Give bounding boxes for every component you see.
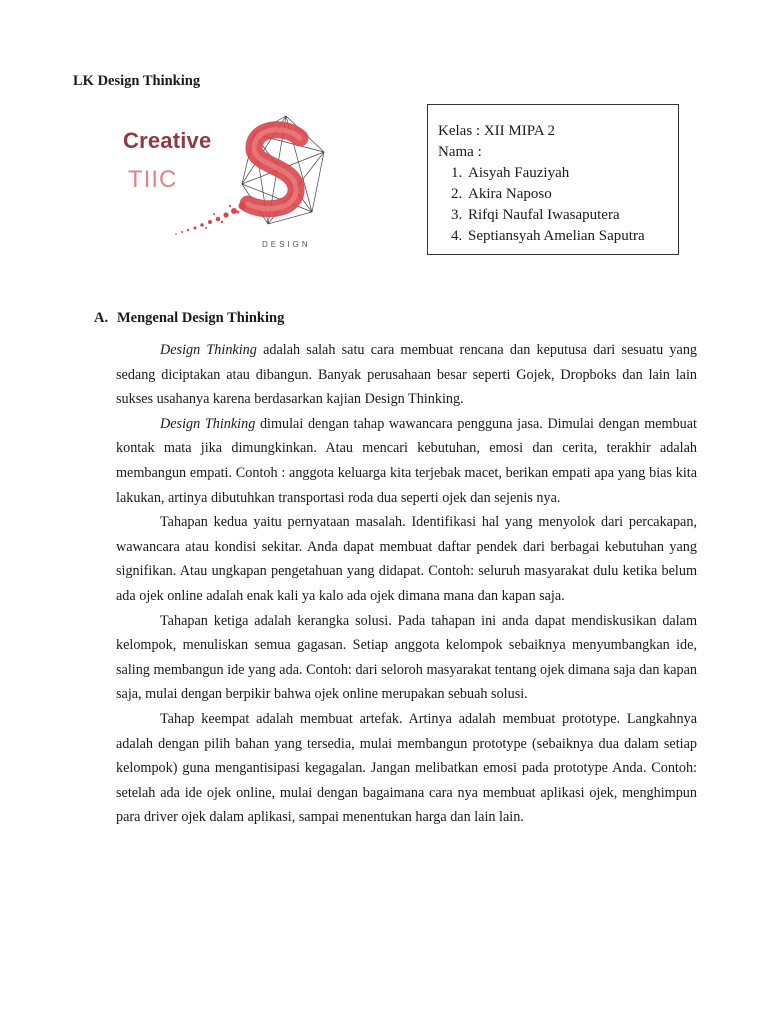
section-label: A.	[94, 310, 109, 326]
paragraph-text: adalah salah satu cara membuat rencana dan keputusa dari sesuatu yang sedang diciptakan atau dibangun. Banyak perusahaan besar seperti Gojek, Dropboks dan lain lain sukses usahanya karena berdasarkan kajian Design Thinking.	[116, 342, 698, 408]
paragraph-text: Tahapan ketiga adalah kerangka solusi. Pada tahapan ini anda dapat mendiskusikan dalam kelompok, menuliskan semua gagasan. Setiap anggota kelompok sebaiknya menyumbangkan ide, saling membangun ide yang ada. Contoh: dari seloroh masyarakat tentang ojek dimana saja dan kapan saja, mulai dengan berpikir bahwa ojek online merupakan sebuah solusi.	[116, 612, 697, 703]
member-item: 2. Akira Naposo	[466, 184, 678, 205]
paragraph-text: Tahap keempat adalah membuat artefak. Artinya adalah membuat prototype. Langkahnya adalah dengan pilih bahan yang tersedia, mulai membangun prototype (sebaiknya dua dalam setiap kelompok) guna mengantisipasi kegagalan. Jangan melibatkan emosi pada prototype Anda. Contoh: setelah ada ide ojek online, mulai dengan bagaimana cara nya membuat aplikasi ojek, menghimpun para driver ojek dalam aplikasi, sampai menentukan harga dan lain lain.	[116, 710, 697, 826]
paragraph-text: dimulai dengan tahap wawancara pengguna jasa. Dimulai dengan membuat kontak mata jika dimungkinkan. Atau mencari kebutuhan, emosi dan cerita, terakhir adalah membangun empati. Contoh : anggota keluarga kita terjebak macet, berikan empati apa yang bias kita lakukan, artinya dibutuhkan transportasi roda dua seperti ojek dan sejenis nya.	[116, 415, 698, 506]
logo-word-creative: Creative	[123, 128, 212, 153]
body-text	[116, 338, 697, 830]
class-label: Kelas : XII MIPA 2	[438, 123, 555, 139]
member-list	[438, 163, 678, 247]
name-label: Nama :	[438, 144, 482, 160]
paragraph-lead: Design Thinking	[160, 415, 256, 432]
student-info-box	[427, 104, 679, 255]
logo-word-tiic: TIIC	[128, 166, 178, 193]
paragraph	[116, 338, 697, 412]
paragraph-lead: Design Thinking	[160, 342, 257, 358]
document-title: LK Design Thinking	[73, 73, 201, 89]
paragraph	[116, 609, 697, 707]
member-item: 1. Aisyah Fauziyah	[466, 163, 678, 184]
member-item: 4. Septiansyah Amelian Saputra	[466, 226, 678, 247]
section-heading	[94, 310, 284, 327]
paragraph-text: Tahapan kedua yaitu pernyataan masalah. Identifikasi hal yang menyolok dari percakapan, wawancara atau kondisi sekitar. Anda dapat membuat daftar pendek dari berbagai kebutuhan yang signifikan. Atau ungkapan pengetahuan yang didapat. Contoh: seluruh masyarakat dulu ketika belum ada ojek online adalah enak kali ya kalo ada ojek dimana mana dan kapan saja.	[116, 514, 697, 604]
paragraph	[116, 707, 697, 830]
logo-word-design: DESIGN	[262, 240, 311, 249]
paragraph	[116, 510, 697, 608]
paragraph	[116, 412, 697, 510]
creative-tiic-logo	[118, 108, 334, 252]
section-title: Mengenal Design Thinking	[117, 310, 285, 326]
member-item: 3. Rifqi Naufal Iwasaputera	[466, 205, 678, 226]
